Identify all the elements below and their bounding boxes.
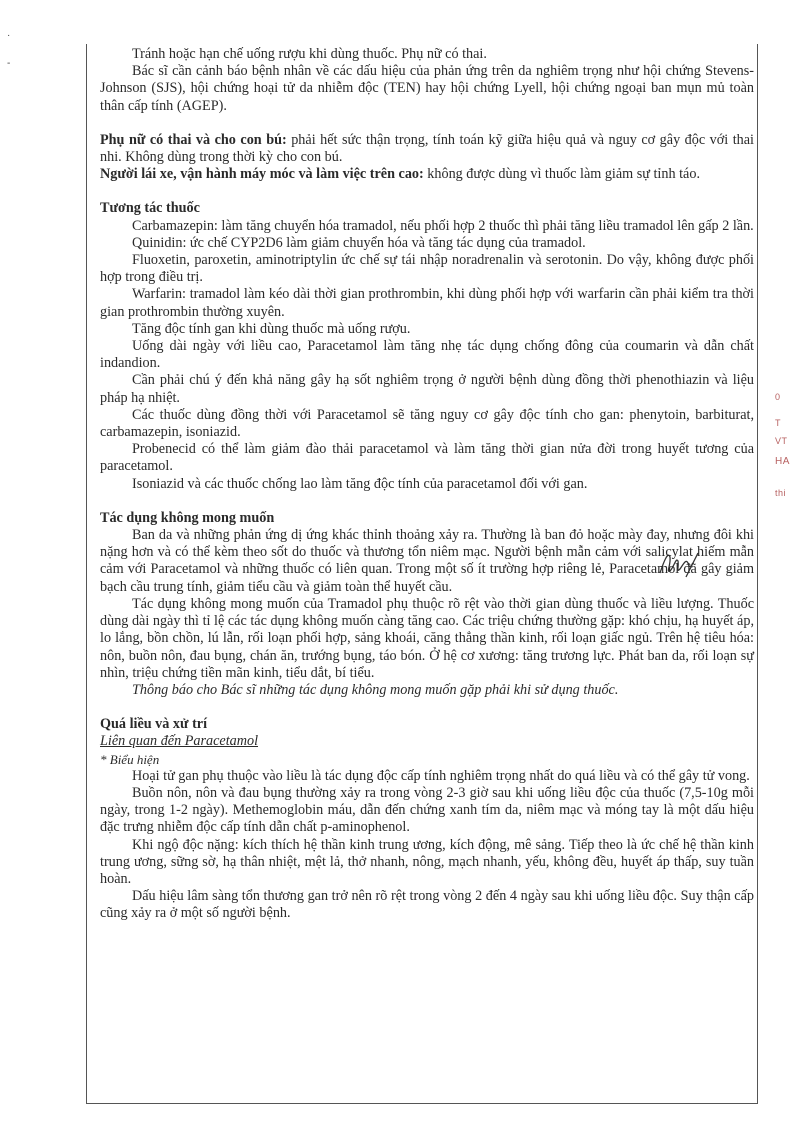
driving-paragraph bbox=[100, 166, 754, 183]
margin-mark-4: HA bbox=[775, 456, 790, 467]
pregnancy-text: phải hết sức thận trọng, tính toán kỹ giữa hiệu quả và nguy cơ gây độc với thai nhi. Không dùng trong thời kỳ cho con bú. bbox=[100, 131, 754, 166]
interaction-item: Quinidin: ức chế CYP2D6 làm giảm chuyển hóa và tăng tác dụng của tramadol. bbox=[132, 234, 586, 251]
margin-mark-2: T bbox=[775, 418, 781, 428]
overdose-paragraph: Buồn nôn, nôn và đau bụng thường xảy ra trong vòng 2-3 giờ sau khi uống liều độc của thuốc (7,5-10g mỗi ngày, trong 1-2 ngày). Methemoglobin máu, dẫn đến chứng xanh tím da, niêm mạc và móng tay là một dấu hiệu đặc trưng nhiễm độc cấp tính dẫn chất p-aminophenol. bbox=[100, 784, 754, 836]
side-effects-paragraph: Tác dụng không mong muốn của Tramadol phụ thuộc rõ rệt vào thời gian dùng thuốc và liều lượng. Thuốc dùng dài ngày thì tỉ lệ các tác dụng không muốn càng tăng cao. Các triệu chứng thường gặp: khó chịu, hạ huyết áp, lo lắng, bồn chồn, lú lẫn, rối loạn phối hợp, sảng khoái, căng thẳng thần kinh, rối loạn giấc ngủ. Trên hệ tiêu hóa: nôn, buồn nôn, đau bụng, chán ăn, trướng bụng, táo bón. Ở hệ cơ xương: tăng trương lực. Phát ban da, rối loạn sự nhìn, triệu chứng tiền mãn kinh, tiểu dắt, bí tiểu. bbox=[100, 595, 754, 681]
pregnancy-label: Phụ nữ có thai và cho con bú: bbox=[100, 131, 287, 148]
margin-mark-1: 0 bbox=[775, 392, 781, 402]
margin-dot: · bbox=[7, 30, 11, 41]
margin-mark-5: thi bbox=[775, 488, 787, 498]
side-effects-heading: Tác dụng không mong muốn bbox=[100, 509, 275, 526]
driving-label: Người lái xe, vận hành máy móc và làm việc trên cao: bbox=[100, 166, 424, 183]
margin-dash: - bbox=[7, 58, 11, 69]
overdose-paragraph: Dấu hiệu lâm sàng tổn thương gan trở nên rõ rệt trong vòng 2 đến 4 ngày sau khi uống liều độc. Suy thận cấp cũng xảy ra ở một số người bệnh. bbox=[100, 888, 754, 922]
interaction-item: Tăng độc tính gan khi dùng thuốc mà uống rượu. bbox=[132, 320, 411, 337]
interaction-item: Warfarin: tramadol làm kéo dài thời gian prothrombin, khi dùng phối hợp với warfarin cần phải kiểm tra thời gian prothrombin thường xuyên. bbox=[100, 286, 754, 320]
interactions-heading: Tương tác thuốc bbox=[100, 200, 200, 217]
intro-line-2: Bác sĩ cần cảnh báo bệnh nhân về các dấu hiệu của phản ứng trên da nghiêm trọng như hội chứng Stevens-Johnson (SJS), hội chứng hoại tử da nhiễm độc (TEN) hay hội chứng Lyell, hội chứng ngoại ban mụn mủ toàn thân cấp tính (AGEP). bbox=[100, 63, 754, 114]
interaction-item: Fluoxetin, paroxetin, aminotriptylin ức chế sự tái nhập noradrenalin và serotonin. Do vậy, không được phối hợp trong điều trị. bbox=[100, 252, 754, 286]
document-body bbox=[100, 46, 754, 923]
side-effects-notice: Thông báo cho Bác sĩ những tác dụng không mong muốn gặp phải khi sử dụng thuốc. bbox=[132, 681, 619, 698]
intro-line-1: Tránh hoặc hạn chế uống rượu khi dùng thuốc. Phụ nữ có thai. bbox=[132, 46, 487, 62]
side-effects-paragraph: Ban da và những phản ứng dị ứng khác thỉnh thoảng xảy ra. Thường là ban đỏ hoặc mày đay, nhưng đôi khi nặng hơn và có thể kèm theo sốt do thuốc và thương tổn niêm mạc. Người bệnh mẫn cảm với salicylat hiếm mẫn cảm với Paracetamol và những thuốc có liên quan. Trong một số ít trường hợp riêng lẻ, Paracetamol đã gây giảm bạch cầu trung tính, giảm tiểu cầu và giảm toàn thể huyết cầu. bbox=[100, 527, 754, 595]
overdose-paragraph: Khi ngộ độc nặng: kích thích hệ thần kinh trung ương, kích động, mê sảng. Tiếp theo là ức chế hệ thần kinh trung ương, sững sờ, hạ thân nhiệt, mệt lả, thở nhanh, nông, mạch nhanh, yếu, không đều, huyết áp thấp, suy tuần hoàn. bbox=[100, 836, 754, 887]
driving-text: không được dùng vì thuốc làm giảm sự tỉnh táo. bbox=[423, 166, 700, 183]
interaction-item: Uống dài ngày với liều cao, Paracetamol làm tăng nhẹ tác dụng chống đông của coumarin và dẫn chất indandion. bbox=[100, 338, 754, 372]
interaction-item: Probenecid có thể làm giảm đào thải paracetamol và làm tăng thời gian nửa đời trong huyết tương của paracetamol. bbox=[100, 441, 754, 475]
interaction-item: Isoniazid và các thuốc chống lao làm tăng độc tính của paracetamol đối với gan. bbox=[132, 475, 588, 492]
interaction-item: Các thuốc dùng đồng thời với Paracetamol sẽ tăng nguy cơ gây độc tính cho gan: phenytoin, barbiturat, carbamazepin, isoniazid. bbox=[100, 406, 754, 441]
overdose-paragraph: Hoại tử gan phụ thuộc vào liều là tác dụng độc cấp tính nghiêm trọng nhất do quá liều và có thể gây tử vong. bbox=[132, 767, 750, 784]
overdose-symptom-label: * Biểu hiện bbox=[100, 751, 160, 767]
overdose-heading: Quá liều và xử trí bbox=[100, 716, 208, 733]
interaction-item: Cần phải chú ý đến khả năng gây hạ sốt nghiêm trọng ở người bệnh dùng đồng thời phenothiazin và liệu pháp hạ nhiệt. bbox=[100, 372, 754, 406]
overdose-subtitle: Liên quan đến Paracetamol bbox=[100, 733, 259, 750]
interaction-item: Carbamazepin: làm tăng chuyển hóa tramadol, nếu phối hợp 2 thuốc thì phải tăng liều tramadol lên gấp 2 lần. bbox=[132, 217, 754, 234]
pregnancy-paragraph bbox=[100, 132, 754, 166]
margin-mark-3: VT bbox=[775, 436, 788, 446]
